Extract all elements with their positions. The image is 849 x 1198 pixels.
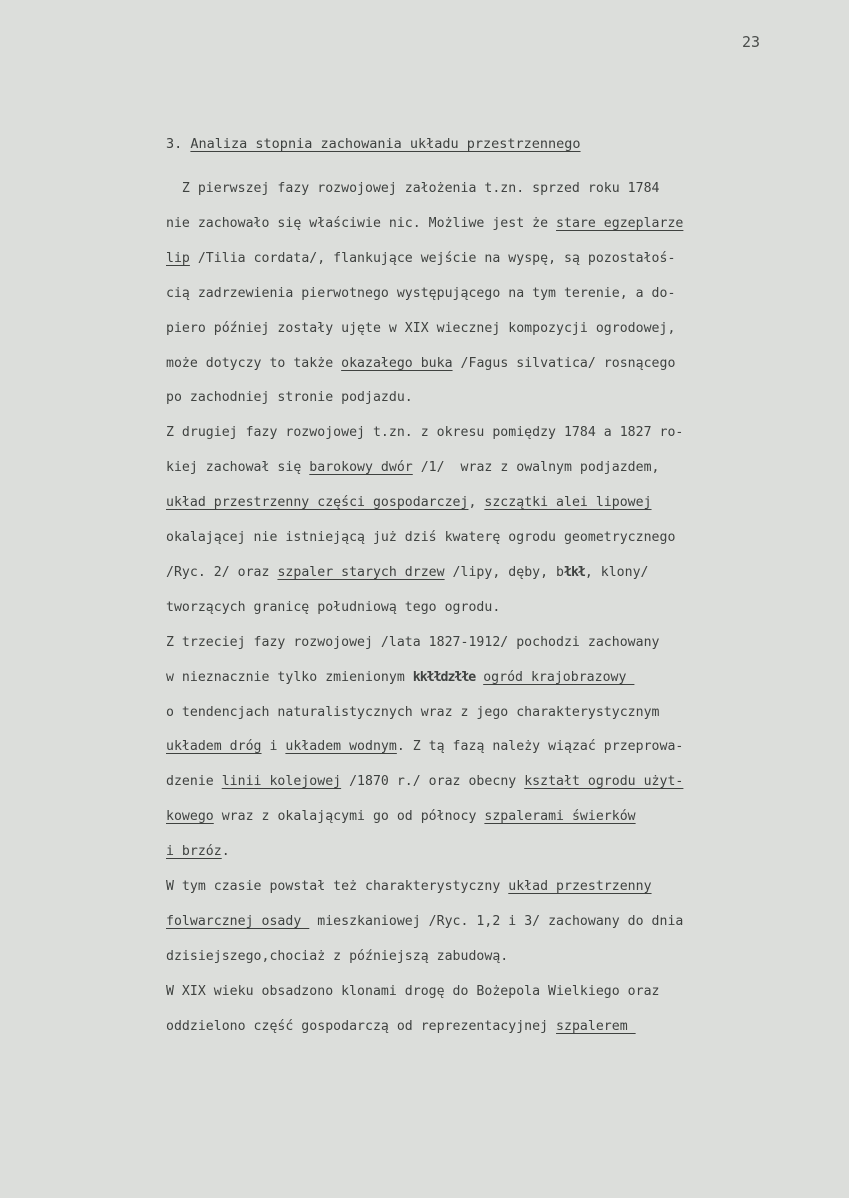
text-line (166, 181, 660, 196)
page-number: 23 (742, 33, 761, 51)
text-segment: /Tilia cordata/, flankujące wejście na wyspę, są pozostałoś- (189, 250, 676, 266)
text-line (166, 949, 508, 964)
text-line (166, 879, 652, 894)
text-segment: Z pierwszej fazy rozwojowej założenia t.zn. sprzed roku 1784 (166, 181, 660, 196)
text-line (166, 670, 634, 685)
text-line (166, 774, 683, 789)
text-segment: . Z tą fazą należy wiązać przeprowa- (396, 739, 684, 755)
text-line (166, 914, 683, 929)
text-segment: , (468, 495, 485, 511)
text-segment: /1/ wraz z owalnym podjazdem, (412, 460, 660, 476)
text-segment: dzisiejszego,chociaż z późniejszą zabudową. (166, 948, 509, 964)
underlined-text: układem wodnym (285, 739, 397, 755)
section-title: Analiza stopnia zachowania układu przestrzennego (190, 136, 581, 152)
underlined-text: stare egzeplarze (556, 215, 684, 231)
text-segment: W tym czasie powstał też charakterystyczny (166, 879, 509, 894)
text-segment: i (261, 739, 286, 755)
underlined-text: kształt ogrodu użyt- (524, 774, 684, 790)
underlined-text: barokowy dwór (309, 460, 413, 476)
struck-out-text: kkłłdzłłe (412, 669, 476, 685)
underlined-text: linii kolejowej (221, 774, 342, 790)
text-segment: /Ryc. 2/ oraz (166, 564, 278, 580)
text-segment: kiej zachował się (166, 460, 310, 476)
text-line (166, 495, 652, 510)
underlined-text: układ przestrzenny części gospodarczej (166, 495, 469, 511)
text-segment: okalającej nie istniejącą już dziś kwaterę ogrodu geometrycznego (166, 530, 676, 545)
text-line (166, 216, 683, 231)
underlined-text: folwarcznej osady (166, 913, 310, 929)
text-segment: w nieznacznie tylko zmienionym (166, 669, 413, 685)
struck-out-text: łkł (564, 564, 585, 580)
text-segment: /Fagus silvatica/ rosnącego (452, 355, 676, 371)
text-segment: o tendencjach naturalistycznych wraz z jego charakterystycznym (166, 704, 660, 720)
underlined-text: kowego (166, 809, 214, 825)
text-line (166, 530, 675, 545)
text-line (166, 390, 413, 405)
text-segment: Z trzeciej fazy rozwojowej /lata 1827-1912/ pochodzi zachowany (166, 634, 660, 650)
text-segment: Z drugiej fazy rozwojowej t.zn. z okresu pomiędzy 1784 a 1827 ro- (166, 425, 684, 441)
underlined-text: szczątki alei lipowej (484, 495, 652, 511)
underlined-text: szpaler starych drzew (277, 564, 445, 580)
text-segment: cią zadrzewienia pierwotnego występującego na tym terenie, a do- (166, 285, 676, 301)
text-segment: W XIX wieku obsadzono klonami drogę do Bożepola Wielkiego oraz (166, 983, 660, 999)
text-line (166, 251, 675, 266)
text-segment: po zachodniej stronie podjazdu. (166, 390, 413, 406)
text-line (166, 600, 500, 615)
text-segment: dzenie (166, 774, 222, 790)
text-line (166, 739, 683, 754)
text-segment: nie zachowało się właściwie nic. Możliwe jest że (166, 215, 557, 231)
text-segment: może dotyczy to także (166, 355, 342, 371)
text-line (166, 356, 675, 371)
text-line (166, 321, 675, 336)
text-line (166, 425, 683, 440)
underlined-text: i brzóz (166, 844, 222, 860)
text-segment: tworzących granicę południową tego ogrodu. (166, 599, 501, 615)
underlined-text: układem dróg (166, 739, 262, 755)
underlined-text: ogród krajobrazowy (483, 669, 635, 685)
section-number: 3. (166, 136, 183, 152)
text-line (166, 286, 675, 301)
underlined-text: lip (166, 250, 190, 266)
text-line (166, 460, 660, 475)
text-segment: piero później zostały ujęte w XIX wiecznej kompozycji ogrodowej, (166, 320, 676, 336)
underlined-text: okazałego buka (341, 355, 453, 371)
underlined-text: szpalerami świerków (484, 809, 636, 825)
text-segment: /1870 r./ oraz obecny (341, 774, 525, 790)
text-line (166, 809, 636, 824)
text-line (166, 844, 230, 859)
text-line (166, 565, 649, 580)
text-line (166, 1019, 636, 1034)
text-segment: mieszkaniowej /Ryc. 1,2 i 3/ zachowany do dnia (309, 913, 684, 929)
text-line (166, 984, 660, 999)
section-heading (166, 136, 581, 152)
text-segment (475, 670, 483, 685)
underlined-text: układ przestrzenny (508, 879, 652, 894)
underlined-text: szpalerem (556, 1018, 636, 1034)
text-segment: , klony/ (584, 564, 649, 580)
text-line (166, 705, 660, 720)
text-segment: /lipy, dęby, b (444, 564, 564, 580)
text-line (166, 635, 660, 650)
text-segment: . (221, 844, 230, 860)
text-segment: wraz z okalającymi go od północy (213, 809, 485, 825)
text-segment: oddzielono część gospodarczą od reprezentacyjnej (166, 1018, 557, 1034)
